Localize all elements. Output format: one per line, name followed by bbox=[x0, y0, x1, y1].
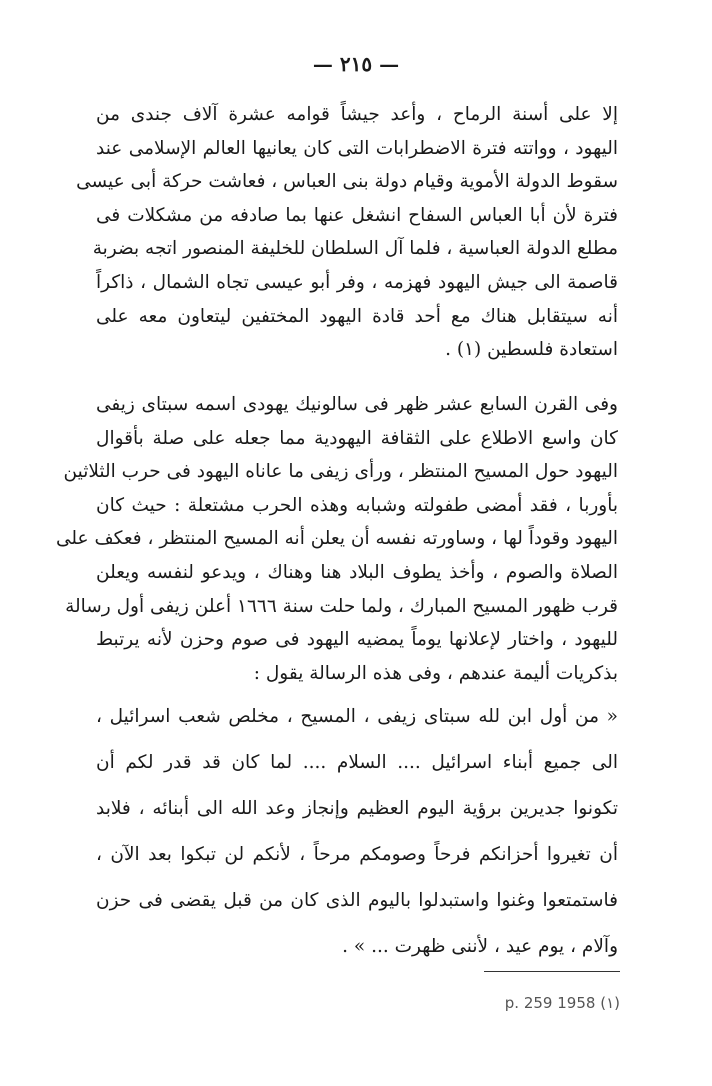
text-line: أن تغيروا أحزانكم فرحاً وصومكم مرحاً ، لأنكم لن تبكوا بعد الآن ، bbox=[96, 844, 618, 865]
text-line: كان واسع الاطلاع على الثقافة اليهودية مما جعله على صلة بأقوال bbox=[96, 427, 618, 449]
text-line: بذكريات أليمة عندهم ، وفى هذه الرسالة يقول : bbox=[253, 662, 618, 684]
footnote-divider bbox=[484, 971, 620, 972]
text-line: قاصمة الى جيش اليهود فهزمه ، وفر أبو عيسى تجاه الشمال ، ذاكراً bbox=[96, 271, 618, 293]
text-line: الى جميع أبناء اسرائيل .... السلام .... لما كان قد قدر لكم أن bbox=[96, 752, 618, 773]
quotation-paragraph bbox=[96, 708, 618, 984]
paragraph-1 bbox=[76, 104, 618, 375]
text-line: لليهود ، واختار لإعلانها يوماً يمضيه اليهود فى صوم وحزن لأنه يرتبط bbox=[96, 629, 618, 651]
text-line: فاستمتعوا وغنوا واستبدلوا باليوم الذى كان من قبل يقضى فى حزن bbox=[96, 890, 618, 911]
page-number: — ٢١٥ — bbox=[312, 52, 400, 76]
text-line: مطلع الدولة العباسية ، فلما آل السلطان للخليفة المنصور اتجه بضربة bbox=[92, 238, 618, 260]
text-line: وآلام ، يوم عيد ، لأننى ظهرت ... » . bbox=[342, 936, 618, 957]
text-line: اليهود وقوداً لها ، وساورته نفسه أن يعلن أنه المسيح المنتظر ، فعكف على bbox=[56, 528, 618, 550]
text-line: وفى القرن السابع عشر ظهر فى سالونيك يهودى اسمه سبتاى زيفى bbox=[96, 394, 618, 415]
text-line: « من أول ابن لله سبتاى زيفى ، المسيح ، مخلص شعب اسرائيل ، bbox=[96, 706, 618, 727]
text-line: بأوربا ، فقد أمضى طفولته وشبابه وهذه الحرب مشتعلة : حيث كان bbox=[96, 494, 618, 516]
text-line: اليهود ، وواتته فترة الاضطرابات التى كان يعانيها العالم الإسلامى عند bbox=[96, 137, 618, 159]
text-line: إلا على أسنة الرماح ، وأعد جيشاً قوامه عشرة آلاف جندى من bbox=[96, 104, 618, 125]
text-line: استعادة فلسطين (١) . bbox=[445, 339, 618, 361]
text-line: تكونوا جديرين برؤية اليوم العظيم وإنجاز وعد الله الى أبنائه ، فلابد bbox=[96, 798, 618, 819]
text-line: اليهود حول المسيح المنتظر ، ورأى زيفى ما عاناه اليهود فى حرب الثلاثين bbox=[63, 461, 618, 483]
text-line: أنه سيتقابل هناك مع أحد قادة اليهود المختفين ليتعاون معه على bbox=[96, 305, 618, 327]
paragraph-2 bbox=[56, 394, 618, 698]
footnote: (١) 1958 p. 259 bbox=[504, 994, 620, 1012]
text-line: قرب ظهور المسيح المبارك ، ولما حلت سنة ١٦٦٦ أعلن زيفى أول رسالة bbox=[65, 595, 618, 617]
text-line: سقوط الدولة الأموية وقيام دولة بنى العباس ، فعاشت حركة أبى عيسى bbox=[76, 171, 618, 193]
text-line: فترة لأن أبا العباس السفاح انشغل عنها بما صادفه من مشكلات فى bbox=[96, 204, 618, 226]
text-line: الصلاة والصوم ، وأخذ يطوف البلاد هنا وهناك ، ويدعو لنفسه ويعلن bbox=[96, 561, 618, 583]
